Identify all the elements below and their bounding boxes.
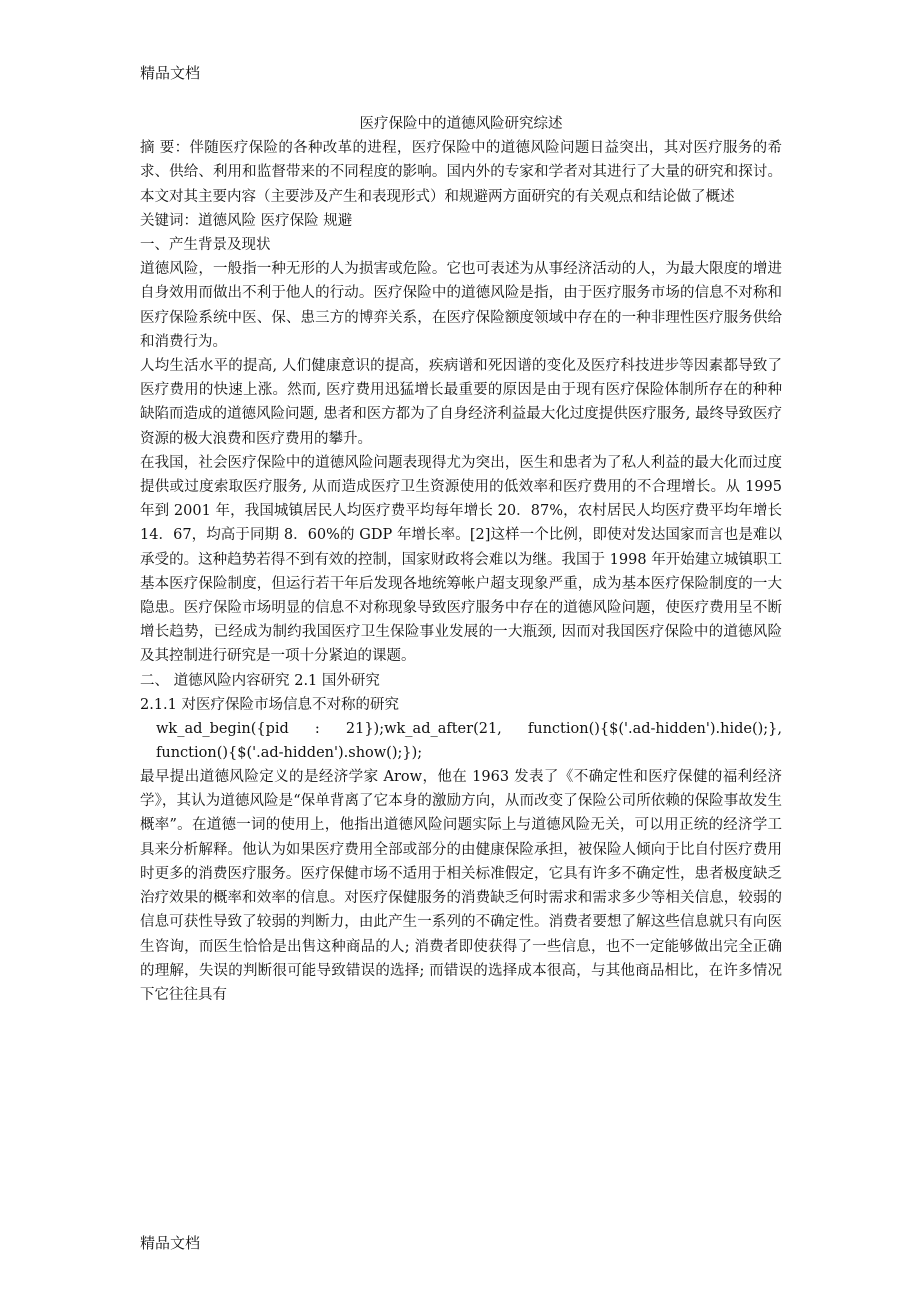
body-paragraph-4: 最早提出道德风险定义的是经济学家 Arow，他在 1963 发表了《不确定性和医疗保健的福利经济学》，其认为道德风险是“保单背离了它本身的激励方向，从而改变了保险公司所依赖的保险事故发生概率”。在道德一词的使用上，他指出道德风险问题实际上与道德风险无关，可以用正统的经济学工具来分析解释。他认为如果医疗费用全部或部分的由健康保险承担，被保险人倾向于比自付医疗费用时更多的消费医疗服务。医疗保健市场不适用于相关标准假定，它具有许多不确定性，患者极度缺乏治疗效果的概率和效率的信息。对医疗保健服务的消费缺乏何时需求和需求多少等相关信息，较弱的信息可获性导致了较弱的判断力，由此产生一系列的不确定性。消费者要想了解这些信息就只有向医生咨询，而医生恰恰是出售这种商品的人; 消费者即使获得了一些信息，也不一定能够做出完全正确的理解，失误的判断很可能导致错误的选择; 而错误的选择成本很高，与其他商品相比，在许多情况下它往往具有 bbox=[140, 769, 782, 1003]
body-paragraph-3: 在我国，社会医疗保险中的道德风险问题表现得尤为突出，医生和患者为了私人利益的最大化而过度提供或过度索取医疗服务, 从而造成医疗卫生资源使用的低效率和医疗费用的不合理增长。从 1995 年到 2001 年，我国城镇居民人均医疗费平均每年增长 20．87%，农村居民人均医疗费平均年增长 14．67，均高于同期 8．60%的 GDP 年增长率。[2]这样一个比例，即使对发达国家而言也是难以承受的。这种趋势若得不到有效的控制，国家财政将会难以为继。我国于 1998 年开始建立城镇职工基本医疗保险制度，但运行若干年后发现各地统筹帐户超支现象严重，成为基本医疗保险制度的一大隐患。医疗保险市场明显的信息不对称现象导致医疗服务中存在的道德风险问题，使医疗费用呈不断增长趋势，已经成为制约我国医疗卫生保险事业发展的一大瓶颈, 因而对我国医疗保险中的道德风险及其控制进行研究是一项十分紧迫的课题。 bbox=[140, 454, 782, 665]
document-body bbox=[140, 112, 782, 1007]
section-heading-1: 一、产生背景及现状 bbox=[140, 237, 271, 254]
document-title: 医疗保险中的道德风险研究综述 bbox=[359, 116, 563, 132]
section-heading-2: 二、 道德风险内容研究 2.1 国外研究 bbox=[140, 672, 380, 689]
abstract-paragraph: 摘 要：伴随医疗保险的各种改革的进程，医疗保险中的道德风险问题日益突出，其对医疗服务的希求、供给、利用和监督带来的不同程度的影响。国内外的专家和学者对其进行了大量的研究和探讨。本文对其主要内容（主要涉及产生和表现形式）和规避两方面研究的有关观点和结论做了概述 bbox=[140, 140, 782, 205]
subsection-heading: 2.1.1 对医疗保险市场信息不对称的研究 bbox=[140, 696, 400, 713]
body-paragraph-2: 人均生活水平的提高, 人们健康意识的提高，疾病谱和死因谱的变化及医疗科技进步等因素都导致了医疗费用的快速上涨。然而, 医疗费用迅猛增长最重要的原因是由于现有医疗保险体制所存在的种种缺陷而造成的道德风险问题, 患者和医方都为了自身经济利益最大化过度提供医疗服务, 最终导致医疗资源的极大浪费和医疗费用的攀升。 bbox=[140, 358, 782, 447]
page-footer: 精品文档 bbox=[140, 1234, 201, 1252]
keywords-line: 关键词：道德风险 医疗保险 规避 bbox=[140, 212, 353, 229]
body-paragraph-1: 道德风险，一般指一种无形的人为损害或危险。它也可表述为从事经济活动的人，为最大限度的增进自身效用而做出不利于他人的行动。医疗保险中的道德风险是指，由于医疗服务市场的信息不对称和医疗保险系统中医、保、患三方的博弈关系，在医疗保险额度领域中存在的一种非理性医疗服务供给和消费行为。 bbox=[140, 261, 782, 350]
page-header: 精品文档 bbox=[140, 64, 201, 82]
ad-script-text: wk_ad_begin({pid : 21});wk_ad_after(21, function(){$('.ad-hidden').hide();}, function(){$('.ad-hidden').show();}); bbox=[156, 721, 782, 762]
